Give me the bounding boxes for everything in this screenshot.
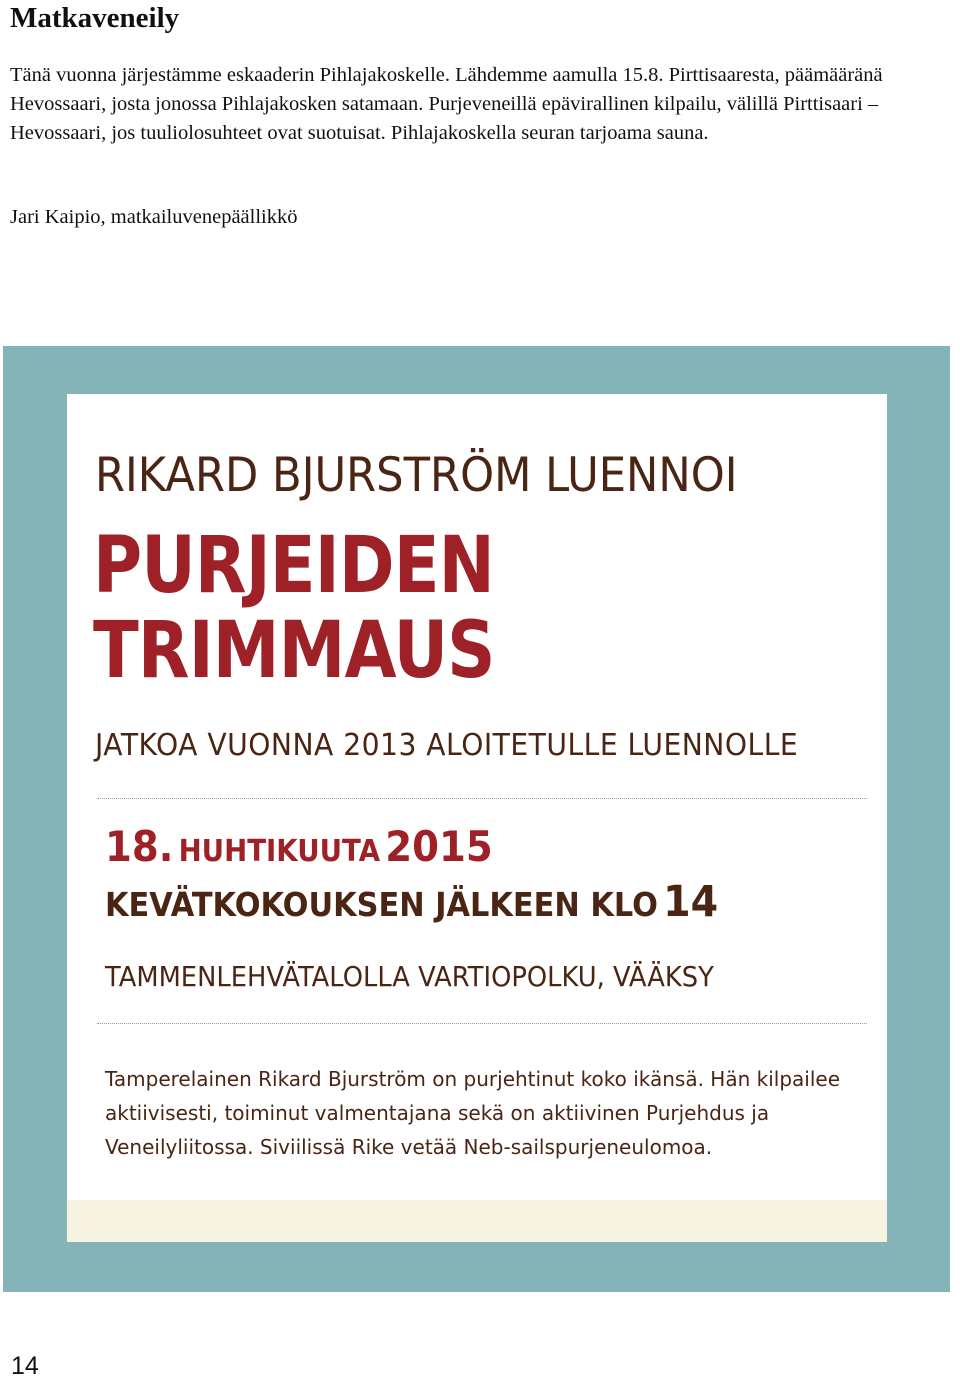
poster-footer-strip (67, 1200, 887, 1242)
lecture-poster (3, 346, 950, 1292)
poster-venue: TAMMENLEHVÄTALOLLA VARTIOPOLKU, VÄÄKSY (105, 960, 714, 993)
poster-card (67, 394, 887, 1242)
poster-divider (97, 798, 867, 799)
time-hour: 14 (663, 877, 719, 927)
poster-date (105, 822, 493, 871)
poster-topic-line-1: PURJEIDEN (93, 521, 494, 611)
article-title: Matkaveneily (10, 2, 180, 34)
poster-topic-line-2: TRIMMAUS (93, 606, 495, 696)
article-author: Jari Kaipio, matkailuvenepäällikkö (10, 206, 298, 228)
date-day: 18. (105, 822, 174, 871)
poster-heading: RIKARD BJURSTRÖM LUENNOI (95, 448, 738, 503)
time-text: KEVÄTKOKOUKSEN JÄLKEEN KLO (105, 885, 658, 924)
date-month: HUHTIKUUTA (178, 834, 381, 869)
poster-time (105, 877, 719, 927)
date-year: 2015 (385, 822, 493, 871)
article-body: Tänä vuonna järjestämme eskaaderin Pihlajakoskelle. Lähdemme aamulla 15.8. Pirttisaaresta, päämääränä Hevossaari, josta jonossa Pihlajakosken satamaan. Purjeveneillä epävirallinen kilpailu, välillä Pirttisaari – Hevossaari, jos tuuliolosuhteet ovat suotuisat. Pihlajakoskella seuran tarjoama sauna. (10, 64, 883, 144)
page-number: 14 (11, 1352, 39, 1380)
poster-description: Tamperelainen Rikard Bjurström on purjehtinut koko ikänsä. Hän kilpailee aktiivisesti, toiminut valmentajana sekä on aktiivinen Purjehdus ja Veneilyliitossa. Siviilissä Rike vetää Neb-sailspurjeneulomoa. (105, 1067, 840, 1159)
poster-divider (97, 1023, 867, 1024)
poster-continuation: JATKOA VUONNA 2013 ALOITETULLE LUENNOLLE (95, 728, 799, 763)
